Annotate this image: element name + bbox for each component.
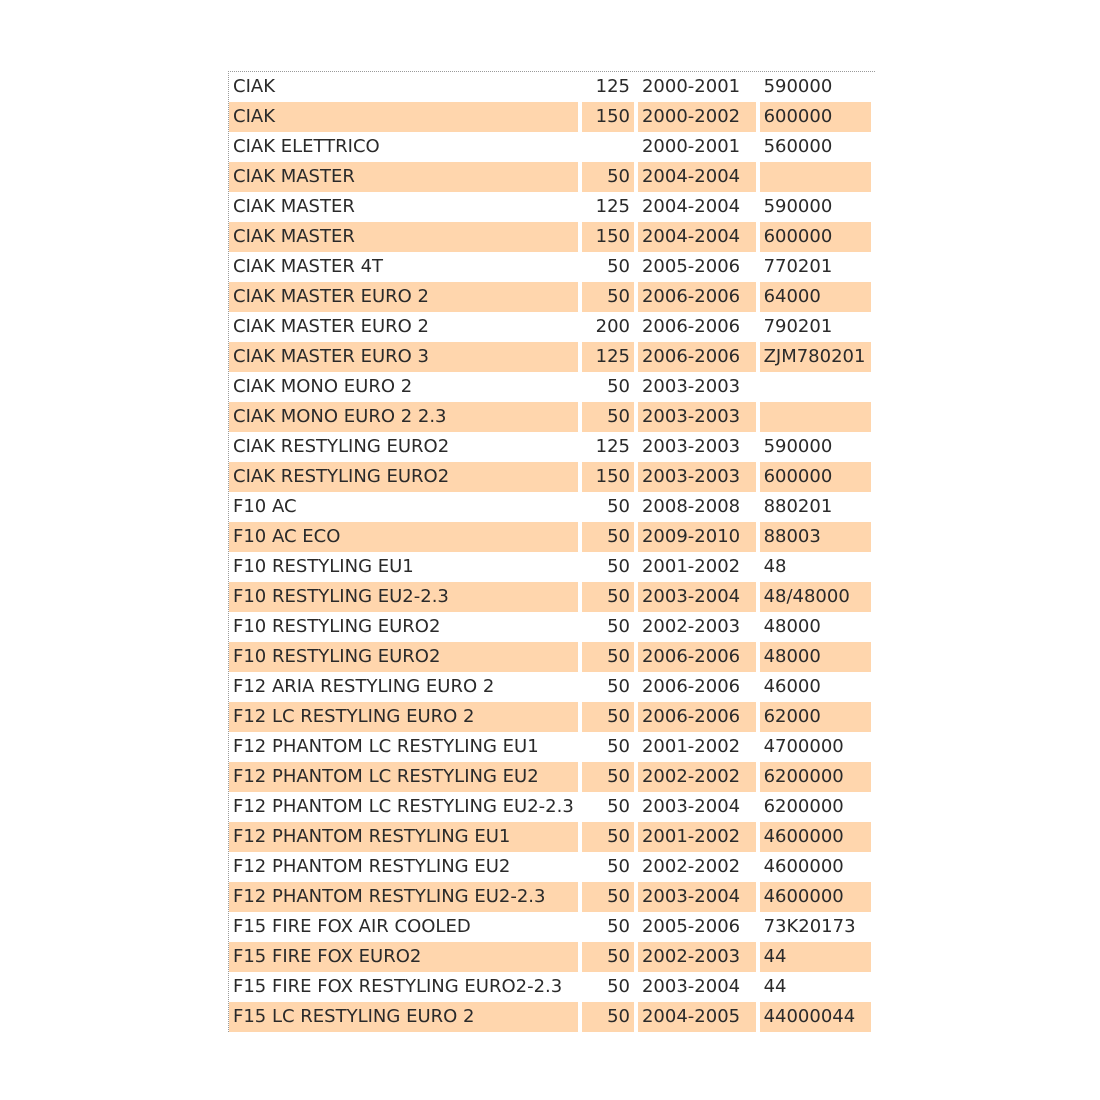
table-row	[229, 702, 871, 732]
years-cell: 2001-2002	[641, 556, 741, 577]
years-cell: 2000-2002	[638, 102, 756, 132]
frame-code-cell: 600000	[760, 462, 871, 492]
frame-code-cell: 590000	[763, 76, 833, 97]
model-cell: F10 RESTYLING EURO2	[233, 616, 441, 637]
model-cell: F10 RESTYLING EU2-2.3	[229, 582, 578, 612]
frame-code-cell: 600000	[760, 222, 871, 252]
table-row	[229, 732, 871, 762]
years-cell: 2006-2006	[638, 642, 756, 672]
table-row	[229, 162, 871, 192]
displacement-cell: 50	[582, 282, 634, 312]
table-row	[229, 102, 871, 132]
displacement-cell: 50	[582, 522, 634, 552]
years-cell: 2006-2006	[641, 676, 741, 697]
frame-code-cell: 88003	[760, 522, 871, 552]
displacement-cell: 50	[582, 942, 634, 972]
table-row	[229, 942, 871, 972]
years-cell: 2004-2004	[641, 196, 741, 217]
displacement-cell: 125	[582, 342, 634, 372]
displacement-cell: 150	[582, 462, 634, 492]
displacement-cell: 50	[607, 376, 630, 397]
frame-code-cell: 64000	[760, 282, 871, 312]
years-cell: 2004-2004	[638, 162, 756, 192]
displacement-cell: 50	[607, 856, 630, 877]
years-cell: 2006-2006	[638, 282, 756, 312]
table-row	[229, 822, 871, 852]
displacement-cell: 50	[582, 582, 634, 612]
displacement-cell: 50	[607, 976, 630, 997]
table-row	[229, 522, 871, 552]
table-row	[229, 852, 871, 882]
displacement-cell: 200	[595, 316, 630, 337]
table-row	[229, 462, 871, 492]
table-row	[229, 432, 871, 462]
table-row	[229, 252, 871, 282]
model-cell: F15 FIRE FOX EURO2	[229, 942, 578, 972]
frame-code-cell: 44000044	[760, 1002, 871, 1032]
frame-code-cell: 4600000	[760, 822, 871, 852]
model-cell: CIAK MONO EURO 2 2.3	[229, 402, 578, 432]
frame-code-cell: 770201	[763, 256, 833, 277]
model-cell: CIAK MASTER 4T	[233, 256, 384, 277]
years-cell: 2006-2006	[638, 702, 756, 732]
years-cell: 2002-2003	[638, 942, 756, 972]
table-row	[229, 642, 871, 672]
years-cell: 2005-2006	[641, 256, 741, 277]
displacement-cell: 50	[582, 642, 634, 672]
years-cell: 2006-2006	[641, 316, 741, 337]
table-row	[229, 192, 871, 222]
model-cell: F10 RESTYLING EU1	[233, 556, 414, 577]
years-cell: 2006-2006	[638, 342, 756, 372]
displacement-cell	[582, 132, 634, 162]
frame-code-cell: 600000	[760, 102, 871, 132]
model-cell: CIAK MASTER EURO 2	[233, 316, 429, 337]
model-cell: F10 AC ECO	[229, 522, 578, 552]
years-cell: 2000-2001	[641, 76, 741, 97]
table-row	[229, 552, 871, 582]
model-cell: F10 AC	[233, 496, 297, 517]
model-cell: CIAK MONO EURO 2	[233, 376, 413, 397]
years-cell: 2003-2003	[638, 462, 756, 492]
years-cell: 2002-2003	[641, 616, 741, 637]
displacement-cell: 50	[607, 556, 630, 577]
model-cell: F15 LC RESTYLING EURO 2	[229, 1002, 578, 1032]
model-cell: F12 PHANTOM LC RESTYLING EU1	[233, 736, 539, 757]
frame-code-cell: 62000	[760, 702, 871, 732]
years-cell: 2000-2001	[641, 136, 741, 157]
years-cell: 2003-2003	[638, 402, 756, 432]
displacement-cell: 50	[607, 736, 630, 757]
frame-code-cell	[760, 162, 871, 192]
table-row	[229, 372, 871, 402]
frame-code-cell: 46000	[763, 676, 821, 697]
model-cell: F12 PHANTOM RESTYLING EU2-2.3	[229, 882, 578, 912]
model-cell: CIAK RESTYLING EURO2	[233, 436, 450, 457]
years-cell: 2003-2004	[641, 976, 741, 997]
displacement-cell: 50	[607, 496, 630, 517]
table-row	[229, 132, 871, 162]
model-cell: F12 PHANTOM RESTYLING EU1	[229, 822, 578, 852]
displacement-cell: 50	[582, 762, 634, 792]
table-row	[229, 612, 871, 642]
table-row	[229, 882, 871, 912]
models-table-container	[228, 71, 875, 1032]
displacement-cell: 50	[607, 916, 630, 937]
frame-code-cell: 4600000	[760, 882, 871, 912]
frame-code-cell: 4700000	[763, 736, 844, 757]
frame-code-cell: 590000	[763, 436, 833, 457]
model-cell: CIAK ELETTRICO	[233, 136, 380, 157]
table-row	[229, 582, 871, 612]
frame-code-cell: 48	[763, 556, 787, 577]
table-row	[229, 672, 871, 702]
displacement-cell: 50	[607, 256, 630, 277]
displacement-cell: 50	[607, 616, 630, 637]
displacement-cell: 50	[582, 822, 634, 852]
frame-code-cell: 560000	[763, 136, 833, 157]
years-cell: 2002-2002	[641, 856, 741, 877]
years-cell: 2001-2002	[641, 736, 741, 757]
years-cell: 2001-2002	[638, 822, 756, 852]
years-cell: 2004-2005	[638, 1002, 756, 1032]
years-cell: 2008-2008	[641, 496, 741, 517]
table-row	[229, 342, 871, 372]
table-row	[229, 912, 871, 942]
frame-code-cell: 4600000	[763, 856, 844, 877]
model-cell: F12 LC RESTYLING EURO 2	[229, 702, 578, 732]
model-cell: F15 FIRE FOX AIR COOLED	[233, 916, 471, 937]
frame-code-cell: 790201	[763, 316, 833, 337]
model-cell: F12 PHANTOM LC RESTYLING EU2	[229, 762, 578, 792]
frame-code-cell: 73K20173	[763, 916, 856, 937]
models-table	[225, 72, 875, 1032]
table-row	[229, 72, 871, 102]
model-cell: F12 PHANTOM LC RESTYLING EU2-2.3	[233, 796, 574, 817]
frame-code-cell: 48000	[763, 616, 821, 637]
years-cell: 2003-2004	[638, 582, 756, 612]
displacement-cell: 125	[595, 196, 630, 217]
models-table-body	[229, 72, 871, 1032]
table-row	[229, 312, 871, 342]
table-row	[229, 492, 871, 522]
table-row	[229, 222, 871, 252]
table-row	[229, 762, 871, 792]
model-cell: CIAK	[229, 102, 578, 132]
table-row	[229, 1002, 871, 1032]
frame-code-cell: 6200000	[760, 762, 871, 792]
displacement-cell: 50	[582, 1002, 634, 1032]
table-row	[229, 792, 871, 822]
years-cell: 2003-2003	[641, 436, 741, 457]
years-cell: 2003-2004	[638, 882, 756, 912]
frame-code-cell: 44	[760, 942, 871, 972]
displacement-cell: 50	[582, 402, 634, 432]
model-cell: CIAK MASTER	[233, 196, 355, 217]
years-cell: 2003-2004	[641, 796, 741, 817]
model-cell: CIAK MASTER EURO 2	[229, 282, 578, 312]
frame-code-cell: ZJM780201	[760, 342, 871, 372]
model-cell: F15 FIRE FOX RESTYLING EURO2-2.3	[233, 976, 563, 997]
frame-code-cell	[760, 402, 871, 432]
years-cell: 2003-2003	[641, 376, 741, 397]
displacement-cell: 50	[582, 702, 634, 732]
model-cell: CIAK	[233, 76, 275, 97]
model-cell: CIAK MASTER	[229, 162, 578, 192]
displacement-cell: 150	[582, 222, 634, 252]
years-cell: 2002-2002	[638, 762, 756, 792]
table-row	[229, 402, 871, 432]
model-cell: CIAK RESTYLING EURO2	[229, 462, 578, 492]
displacement-cell: 50	[607, 796, 630, 817]
displacement-cell: 50	[582, 162, 634, 192]
model-cell: CIAK MASTER EURO 3	[229, 342, 578, 372]
displacement-cell: 150	[582, 102, 634, 132]
years-cell: 2009-2010	[638, 522, 756, 552]
displacement-cell: 50	[607, 676, 630, 697]
displacement-cell: 125	[595, 436, 630, 457]
model-cell: CIAK MASTER	[229, 222, 578, 252]
table-row	[229, 282, 871, 312]
frame-code-cell: 6200000	[763, 796, 844, 817]
frame-code-cell: 48000	[760, 642, 871, 672]
table-row	[229, 972, 871, 1002]
frame-code-cell: 48/48000	[760, 582, 871, 612]
frame-code-cell: 44	[763, 976, 787, 997]
model-cell: F12 ARIA RESTYLING EURO 2	[233, 676, 495, 697]
model-cell: F10 RESTYLING EURO2	[229, 642, 578, 672]
displacement-cell: 50	[582, 882, 634, 912]
frame-code-cell: 590000	[763, 196, 833, 217]
frame-code-cell	[760, 372, 871, 402]
years-cell: 2004-2004	[638, 222, 756, 252]
model-cell: F12 PHANTOM RESTYLING EU2	[233, 856, 511, 877]
displacement-cell: 125	[595, 76, 630, 97]
years-cell: 2005-2006	[641, 916, 741, 937]
frame-code-cell: 880201	[763, 496, 833, 517]
